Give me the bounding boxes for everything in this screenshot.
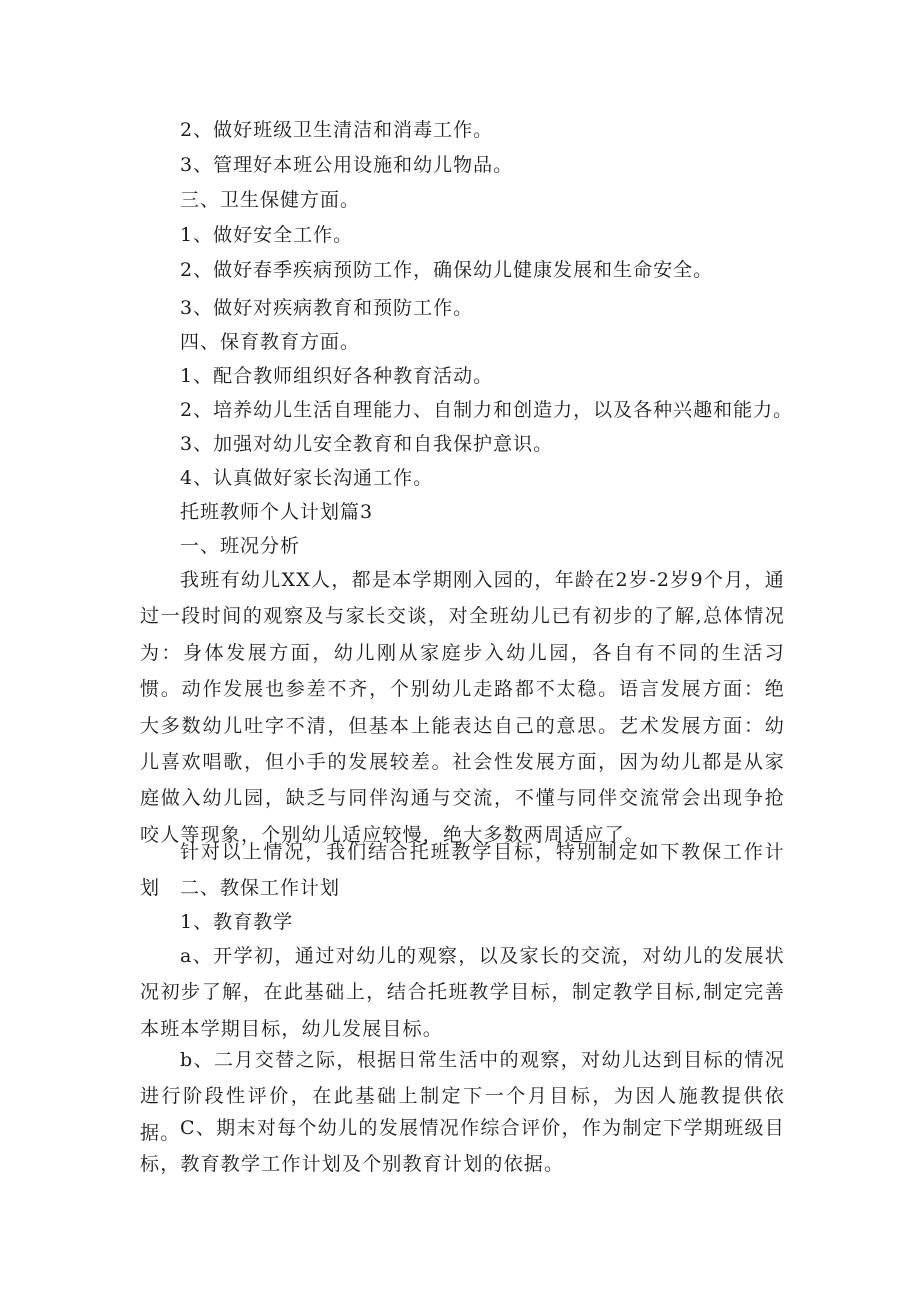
section-heading-health-care: 三、卫生保健方面。 xyxy=(180,189,361,211)
section-heading-care-education: 四、保育教育方面。 xyxy=(180,331,361,353)
paragraph-plan-intro: 针对以上情况，我们结合托班教学目标，特别制定如下教保工作计划 xyxy=(140,841,785,900)
paragraph-item-a: a、开学初，通过对幼儿的观察，以及家长的交流，对幼儿的发展状况初步了解，在此基础上，结合托班教学目标，制定教学目标,制定完善本班本学期目标，幼儿发展目标。 xyxy=(140,945,785,1040)
item-safety-education: 3、加强对幼儿安全教育和自我保护意识。 xyxy=(180,433,554,455)
item-parent-communication: 4、认真做好家长沟通工作。 xyxy=(180,467,434,489)
paragraph-item-b: b、二月交替之际，根据日常生活中的观察，对幼儿达到目标的情况进行阶段性评价，在此基础上制定下一个月目标，为因人施教提供依据。 xyxy=(140,1049,785,1144)
item-hygiene-cleaning: 2、做好班级卫生清洁和消毒工作。 xyxy=(180,119,494,141)
section-heading-care-plan: 二、教保工作计划 xyxy=(180,877,341,899)
item-safety-work: 1、做好安全工作。 xyxy=(180,224,354,246)
item-disease-education: 3、做好对疾病教育和预防工作。 xyxy=(180,297,474,319)
item-self-care-ability: 2、培养幼儿生活自理能力、自制力和创造力，以及各种兴趣和能力。 xyxy=(180,399,794,421)
section-heading-class-analysis: 一、班况分析 xyxy=(180,535,301,557)
subheading-teaching: 1、教育教学 xyxy=(180,911,294,933)
paragraph-class-analysis: 我班有幼儿XX人，都是本学期刚入园的，年龄在2岁-2岁9个月，通过一段时间的观察及与家长交谈，对全班幼儿已有初步的了解,总体情况为：身体发展方面，幼儿刚从家庭步入幼儿园，各自有不同的生活习惯。动作发展也参差不齐，个别幼儿走路都不太稳。语言发展方面：绝大多数幼儿吐字不清，但基本上能表达自己的意思。艺术发展方面：幼儿喜欢唱歌，但小手的发展较差。社会性发展方面，因为幼儿都是从家庭做入幼儿园，缺乏与同伴沟通与交流，不懂与同伴交流常会出现争抢咬人等现象，个别幼儿适应较慢，绝大多数两周适应了。 xyxy=(140,569,785,846)
item-spring-disease-prevention: 2、做好春季疾病预防工作，确保幼儿健康发展和生命安全。 xyxy=(180,259,714,281)
item-cooperate-activities: 1、配合教师组织好各种教育活动。 xyxy=(180,365,494,387)
paragraph-item-c: C、期末对每个幼儿的发展情况作综合评价，作为制定下学期班级目标，教育教学工作计划及个别教育计划的依据。 xyxy=(140,1117,785,1176)
item-facilities-management: 3、管理好本班公用设施和幼儿物品。 xyxy=(180,154,514,176)
article-title-plan-3: 托班教师个人计划篇3 xyxy=(180,501,374,523)
